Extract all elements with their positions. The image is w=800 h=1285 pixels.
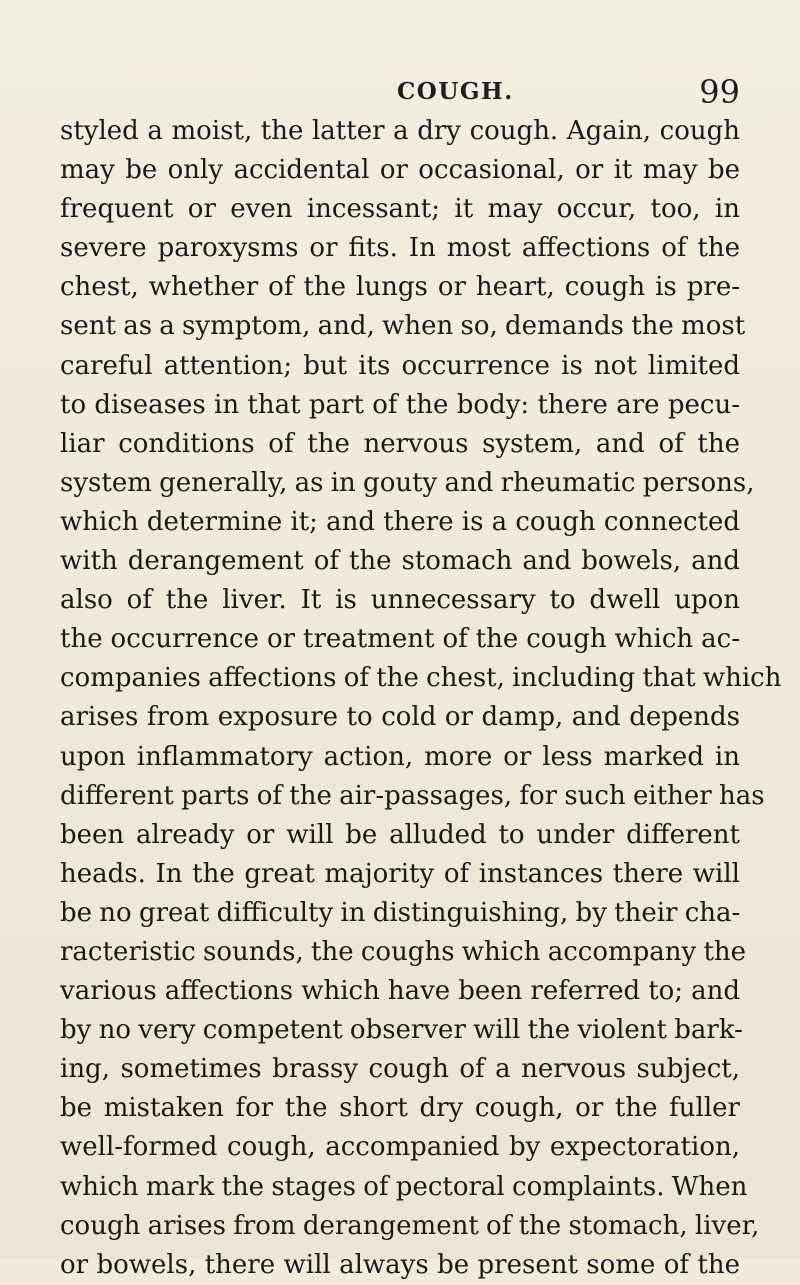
- text-line: also of the liver. It is unnecessary to dwell upon: [60, 585, 740, 616]
- text-line: sent as a symptom, and, when so, demands the most: [60, 311, 746, 342]
- page-number: 99: [699, 73, 740, 111]
- body-text: [60, 112, 782, 1285]
- text-line: to diseases in that part of the body: there are pecu-: [60, 389, 740, 420]
- text-line: been already or will be alluded to under different: [60, 819, 740, 850]
- text-line: or bowels, there will always be present some of the: [60, 1249, 740, 1280]
- text-line: arises from exposure to cold or damp, and depends: [60, 702, 740, 733]
- text-line: well-formed cough, accompanied by expectoration,: [60, 1132, 740, 1163]
- text-line: liar conditions of the nervous system, and of the: [60, 428, 740, 459]
- text-line: styled a moist, the latter a dry cough. Again, cough: [60, 116, 740, 146]
- text-line: by no very competent observer will the violent bark-: [60, 1015, 743, 1046]
- text-line: may be only accidental or occasional, or it may be: [60, 155, 740, 186]
- text-line: be mistaken for the short dry cough, or the fuller: [60, 1093, 740, 1124]
- text-line: cough arises from derangement of the stomach, liver,: [60, 1210, 760, 1241]
- text-line: upon inflammatory action, more or less marked in: [60, 741, 740, 772]
- text-line: ing, sometimes brassy cough of a nervous subject,: [60, 1054, 740, 1085]
- running-title: COUGH.: [397, 78, 514, 105]
- text-line: various affections which have been referred to; and: [60, 976, 740, 1007]
- text-line: which determine it; and there is a cough connected: [60, 506, 740, 537]
- text-line: different parts of the air-passages, for such either has: [60, 780, 765, 811]
- text-line: careful attention; but its occurrence is not limited: [60, 350, 740, 381]
- text-line: frequent or even incessant; it may occur, too, in: [60, 194, 740, 225]
- text-line: severe paroxysms or fits. In most affections of the: [60, 233, 740, 264]
- text-line: be no great difficulty in distinguishing, by their cha-: [60, 897, 741, 928]
- text-line: chest, whether of the lungs or heart, cough is pre-: [60, 272, 740, 303]
- text-line: system generally, as in gouty and rheumatic persons,: [60, 467, 755, 498]
- text-line: the occurrence or treatment of the cough which ac-: [60, 624, 740, 655]
- text-line: which mark the stages of pectoral complaints. When: [60, 1171, 748, 1202]
- text-line: heads. In the great majority of instances there will: [60, 858, 740, 889]
- text-line: with derangement of the stomach and bowels, and: [60, 546, 740, 577]
- running-head: [60, 72, 740, 112]
- text-line: racteristic sounds, the coughs which accompany the: [60, 936, 747, 967]
- text-line: companies affections of the chest, including that which: [60, 663, 782, 694]
